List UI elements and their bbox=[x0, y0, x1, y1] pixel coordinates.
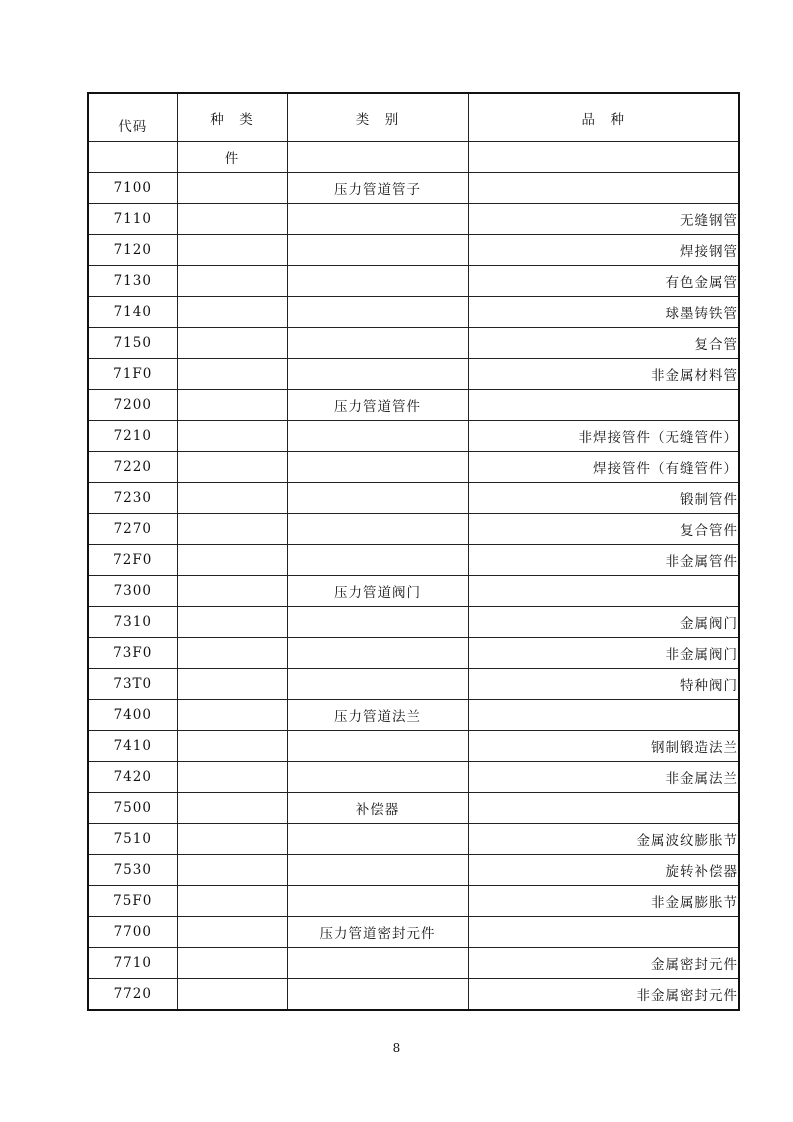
row-variety: 金属波纹膨胀节 bbox=[468, 824, 739, 855]
row-variety bbox=[468, 793, 739, 824]
row-kind bbox=[177, 545, 287, 576]
row-variety bbox=[468, 576, 739, 607]
row-code: 7530 bbox=[88, 855, 177, 886]
row-category bbox=[287, 204, 468, 235]
table-row bbox=[88, 607, 739, 638]
row-code: 7420 bbox=[88, 762, 177, 793]
row-code: 7710 bbox=[88, 948, 177, 979]
row-category bbox=[287, 638, 468, 669]
row-code: 75F0 bbox=[88, 886, 177, 917]
row-kind bbox=[177, 297, 287, 328]
row-code: 7130 bbox=[88, 266, 177, 297]
row-kind bbox=[177, 266, 287, 297]
table-row bbox=[88, 793, 739, 824]
row-variety: 有色金属管 bbox=[468, 266, 739, 297]
row-code: 7230 bbox=[88, 483, 177, 514]
row-variety: 锻制管件 bbox=[468, 483, 739, 514]
row-category: 压力管道管子 bbox=[287, 173, 468, 204]
row-category bbox=[287, 824, 468, 855]
page-number: 8 bbox=[392, 1041, 401, 1055]
row-variety: 无缝钢管 bbox=[468, 204, 739, 235]
row-kind bbox=[177, 204, 287, 235]
table-row bbox=[88, 762, 739, 793]
row-code: 71F0 bbox=[88, 359, 177, 390]
row-kind bbox=[177, 700, 287, 731]
row-category bbox=[287, 669, 468, 700]
row-kind bbox=[177, 173, 287, 204]
row-code: 72F0 bbox=[88, 545, 177, 576]
code-table bbox=[87, 92, 740, 1011]
table-row bbox=[88, 855, 739, 886]
row-category bbox=[287, 855, 468, 886]
row-variety: 旋转补偿器 bbox=[468, 855, 739, 886]
table-row bbox=[88, 452, 739, 483]
row-variety: 金属密封元件 bbox=[468, 948, 739, 979]
row-variety: 焊接钢管 bbox=[468, 235, 739, 266]
row-kind bbox=[177, 390, 287, 421]
row-category bbox=[287, 514, 468, 545]
row-variety bbox=[468, 917, 739, 948]
row-category: 压力管道法兰 bbox=[287, 700, 468, 731]
table-row bbox=[88, 266, 739, 297]
row-variety: 非金属材料管 bbox=[468, 359, 739, 390]
row-variety bbox=[468, 173, 739, 204]
row-variety: 焊接管件（有缝管件） bbox=[468, 452, 739, 483]
row-code: 7510 bbox=[88, 824, 177, 855]
row-code: 7210 bbox=[88, 421, 177, 452]
table-row bbox=[88, 669, 739, 700]
row-variety: 球墨铸铁管 bbox=[468, 297, 739, 328]
row-code: 7220 bbox=[88, 452, 177, 483]
row-variety: 复合管 bbox=[468, 328, 739, 359]
table-row bbox=[88, 917, 739, 948]
header-sub-category bbox=[287, 142, 468, 173]
table-row bbox=[88, 638, 739, 669]
row-variety: 非金属法兰 bbox=[468, 762, 739, 793]
row-code: 7120 bbox=[88, 235, 177, 266]
row-kind bbox=[177, 359, 287, 390]
row-category bbox=[287, 266, 468, 297]
row-category bbox=[287, 359, 468, 390]
row-category bbox=[287, 328, 468, 359]
row-kind bbox=[177, 421, 287, 452]
table-row bbox=[88, 545, 739, 576]
table-row bbox=[88, 979, 739, 1011]
table-row bbox=[88, 483, 739, 514]
row-kind bbox=[177, 483, 287, 514]
row-variety bbox=[468, 700, 739, 731]
row-kind bbox=[177, 638, 287, 669]
row-variety: 非金属阀门 bbox=[468, 638, 739, 669]
row-kind bbox=[177, 762, 287, 793]
table-row bbox=[88, 576, 739, 607]
table-row bbox=[88, 173, 739, 204]
row-code: 73T0 bbox=[88, 669, 177, 700]
row-code: 7270 bbox=[88, 514, 177, 545]
row-category bbox=[287, 452, 468, 483]
row-category bbox=[287, 948, 468, 979]
table-row bbox=[88, 328, 739, 359]
row-variety: 非焊接管件（无缝管件） bbox=[468, 421, 739, 452]
row-category bbox=[287, 731, 468, 762]
row-category bbox=[287, 235, 468, 266]
row-category bbox=[287, 297, 468, 328]
row-category bbox=[287, 979, 468, 1011]
row-category bbox=[287, 545, 468, 576]
row-variety: 金属阀门 bbox=[468, 607, 739, 638]
row-code: 73F0 bbox=[88, 638, 177, 669]
row-kind bbox=[177, 979, 287, 1011]
header-kind-sub: 件 bbox=[177, 142, 287, 173]
row-kind bbox=[177, 855, 287, 886]
row-variety: 特种阀门 bbox=[468, 669, 739, 700]
table-row bbox=[88, 731, 739, 762]
row-kind bbox=[177, 669, 287, 700]
row-category bbox=[287, 483, 468, 514]
row-kind bbox=[177, 514, 287, 545]
row-category: 压力管道密封元件 bbox=[287, 917, 468, 948]
row-kind bbox=[177, 824, 287, 855]
row-category bbox=[287, 886, 468, 917]
header-sub-code bbox=[88, 142, 177, 173]
row-kind bbox=[177, 793, 287, 824]
table-row bbox=[88, 514, 739, 545]
row-code: 7110 bbox=[88, 204, 177, 235]
row-category: 压力管道管件 bbox=[287, 390, 468, 421]
row-kind bbox=[177, 607, 287, 638]
row-variety: 非金属密封元件 bbox=[468, 979, 739, 1011]
row-kind bbox=[177, 948, 287, 979]
row-code: 7310 bbox=[88, 607, 177, 638]
header-variety: 品 种 bbox=[468, 93, 739, 142]
row-kind bbox=[177, 917, 287, 948]
row-kind bbox=[177, 328, 287, 359]
row-code: 7300 bbox=[88, 576, 177, 607]
row-category: 补偿器 bbox=[287, 793, 468, 824]
table-row bbox=[88, 235, 739, 266]
row-kind bbox=[177, 731, 287, 762]
row-variety: 非金属膨胀节 bbox=[468, 886, 739, 917]
row-variety: 复合管件 bbox=[468, 514, 739, 545]
row-category bbox=[287, 607, 468, 638]
table-row bbox=[88, 204, 739, 235]
row-category bbox=[287, 421, 468, 452]
row-code: 7100 bbox=[88, 173, 177, 204]
table-row bbox=[88, 948, 739, 979]
row-category bbox=[287, 762, 468, 793]
header-row bbox=[88, 93, 739, 142]
table-row bbox=[88, 297, 739, 328]
row-kind bbox=[177, 886, 287, 917]
row-code: 7720 bbox=[88, 979, 177, 1011]
row-kind bbox=[177, 576, 287, 607]
row-kind bbox=[177, 235, 287, 266]
table-row bbox=[88, 824, 739, 855]
row-code: 7400 bbox=[88, 700, 177, 731]
row-code: 7140 bbox=[88, 297, 177, 328]
table-row bbox=[88, 390, 739, 421]
row-code: 7410 bbox=[88, 731, 177, 762]
row-variety: 钢制锻造法兰 bbox=[468, 731, 739, 762]
row-code: 7200 bbox=[88, 390, 177, 421]
row-code: 7700 bbox=[88, 917, 177, 948]
table-row bbox=[88, 700, 739, 731]
table-row bbox=[88, 886, 739, 917]
header-kind: 种 类 bbox=[177, 93, 287, 142]
row-code: 7150 bbox=[88, 328, 177, 359]
row-variety: 非金属管件 bbox=[468, 545, 739, 576]
table-row bbox=[88, 421, 739, 452]
row-kind bbox=[177, 452, 287, 483]
table-row bbox=[88, 359, 739, 390]
header-code: 代码 bbox=[88, 93, 177, 142]
row-variety bbox=[468, 390, 739, 421]
header-sub-variety bbox=[468, 142, 739, 173]
row-category: 压力管道阀门 bbox=[287, 576, 468, 607]
header-subrow bbox=[88, 142, 739, 173]
header-category: 类 别 bbox=[287, 93, 468, 142]
row-code: 7500 bbox=[88, 793, 177, 824]
